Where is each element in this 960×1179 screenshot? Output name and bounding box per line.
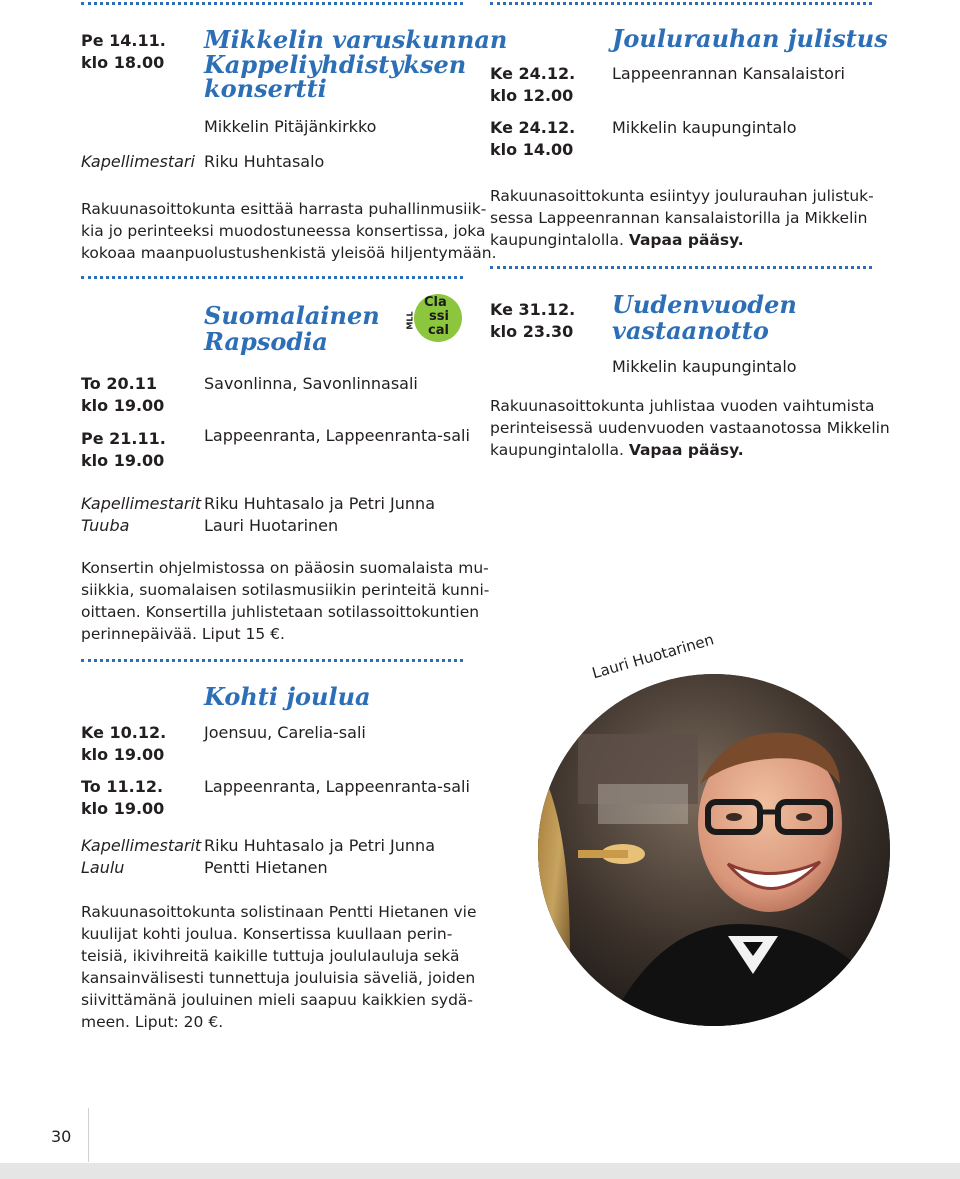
event3-role1: Kapellimestarit	[81, 836, 202, 855]
event4-venue1: Lappeenrannan Kansalaistori	[612, 64, 845, 83]
event3-description-line: meen. Liput: 20 €.	[81, 1013, 224, 1031]
event3-time2: klo 19.00	[81, 799, 165, 818]
event2-description-line: perinnepäivää. Liput 15 €.	[81, 625, 285, 643]
logo-text-line2: ssi	[429, 309, 449, 324]
top-separator-left	[81, 2, 463, 5]
event3-name1: Riku Huhtasalo ja Petri Junna	[204, 836, 435, 855]
photo-caption: Lauri Huotarinen	[590, 630, 716, 683]
event4-description-text: kaupungintalolla.	[490, 231, 624, 249]
event4-date2: Ke 24.12.	[490, 118, 576, 137]
footer-bar	[0, 1163, 960, 1179]
logo-text-line3: cal	[428, 323, 449, 338]
event3-venue2: Lappeenranta, Lappeenranta-sali	[204, 777, 470, 796]
event3-title: Kohti joulua	[204, 682, 371, 711]
event3-description-line: siivittämänä jouluinen mieli saapuu kaikkien sydä-	[81, 991, 474, 1009]
event2-description-line: oittaen. Konsertilla juhlistetaan sotilassoittokuntien	[81, 603, 480, 621]
separator	[81, 659, 463, 662]
event5-description-line: Rakuunasoittokunta juhlistaa vuoden vaihtumista	[490, 397, 875, 415]
event3-description-line: kansainvälisesti tunnettuja jouluisia säveliä, joiden	[81, 969, 476, 987]
event5-title-line2: vastaanotto	[612, 316, 769, 345]
event1-description-line: kokoaa maanpuolustushenkistä yleisöä hiljentymään.	[81, 244, 497, 262]
event2-date2: Pe 21.11.	[81, 429, 166, 448]
event3-description-line: Rakuunasoittokunta solistinaan Pentti Hietanen vie	[81, 903, 477, 921]
event1-date: Pe 14.11.	[81, 31, 166, 50]
event1-description-line: Rakuunasoittokunta esittää harrasta puhallinmusiik-	[81, 200, 487, 218]
page-number: 30	[51, 1127, 72, 1146]
event1-description-line: kia jo perinteeksi muodostuneessa konsertissa, joka	[81, 222, 486, 240]
event4-description-line	[490, 229, 744, 251]
event2-venue1: Savonlinna, Savonlinnasali	[204, 374, 418, 393]
page-number-rule	[88, 1108, 89, 1162]
event3-description-line: kuulijat kohti joulua. Konsertissa kuullaan perin-	[81, 925, 453, 943]
event2-role1: Kapellimestarit	[81, 494, 202, 513]
event2-time1: klo 19.00	[81, 396, 165, 415]
event5-venue: Mikkelin kaupungintalo	[612, 357, 797, 376]
event2-title-line1: Suomalainen	[204, 301, 380, 330]
event1-title-line1: Mikkelin varuskunnan	[204, 25, 508, 54]
logo-text-line1: Cla	[424, 295, 447, 310]
event5-description-text: kaupungintalolla.	[490, 441, 624, 459]
event5-description-line	[490, 439, 744, 461]
event5-date: Ke 31.12.	[490, 300, 576, 319]
free-entry-label: Vapaa pääsy.	[628, 441, 744, 459]
event1-conductor: Riku Huhtasalo	[204, 152, 325, 171]
separator	[81, 276, 463, 279]
event4-time1: klo 12.00	[490, 86, 574, 105]
top-separator-right	[490, 2, 872, 5]
event2-name2: Lauri Huotarinen	[204, 516, 339, 535]
event1-venue: Mikkelin Pitäjänkirkko	[204, 117, 377, 136]
event5-time: klo 23.30	[490, 322, 574, 341]
event2-title-line2: Rapsodia	[204, 327, 328, 356]
event4-date1: Ke 24.12.	[490, 64, 576, 83]
event3-venue1: Joensuu, Carelia-sali	[204, 723, 366, 742]
logo-side-text: MLL	[405, 311, 415, 330]
event1-role: Kapellimestari	[81, 152, 195, 171]
event3-time1: klo 19.00	[81, 745, 165, 764]
event3-description-line: teisiä, ikivihreitä kaikille tuttuja joululauluja sekä	[81, 947, 460, 965]
portrait-illustration	[538, 674, 890, 1026]
event4-venue2: Mikkelin kaupungintalo	[612, 118, 797, 137]
event2-description-line: siikkia, suomalaisen sotilasmusiikin perinteitä kunni-	[81, 581, 490, 599]
event2-date1: To 20.11	[81, 374, 157, 393]
event3-date2: To 11.12.	[81, 777, 164, 796]
event5-title-line1: Uudenvuoden	[612, 290, 797, 319]
event1-title-line3: konsertti	[204, 74, 327, 103]
event4-title: Joulurauhan julistus	[612, 24, 888, 53]
event2-description-line: Konsertin ohjelmistossa on pääosin suomalaista mu-	[81, 559, 489, 577]
separator	[490, 266, 872, 269]
event3-name2: Pentti Hietanen	[204, 858, 328, 877]
event1-title-line2: Kappeliyhdistyksen	[204, 50, 467, 79]
event4-time2: klo 14.00	[490, 140, 574, 159]
event5-description-line: perinteisessä uudenvuoden vastaanotossa Mikkelin	[490, 419, 890, 437]
free-entry-label: Vapaa pääsy.	[628, 231, 744, 249]
mll-classical-logo	[405, 294, 462, 342]
event2-venue2: Lappeenranta, Lappeenranta-sali	[204, 426, 470, 445]
event2-role2: Tuuba	[81, 516, 130, 535]
event1-time: klo 18.00	[81, 53, 165, 72]
portrait-photo	[538, 674, 890, 1026]
event4-description-line: sessa Lappeenrannan kansalaistorilla ja Mikkelin	[490, 209, 868, 227]
event4-description-line: Rakuunasoittokunta esiintyy joulurauhan julistuk-	[490, 187, 874, 205]
event3-date1: Ke 10.12.	[81, 723, 167, 742]
event2-name1: Riku Huhtasalo ja Petri Junna	[204, 494, 435, 513]
event2-time2: klo 19.00	[81, 451, 165, 470]
event3-role2: Laulu	[81, 858, 125, 877]
